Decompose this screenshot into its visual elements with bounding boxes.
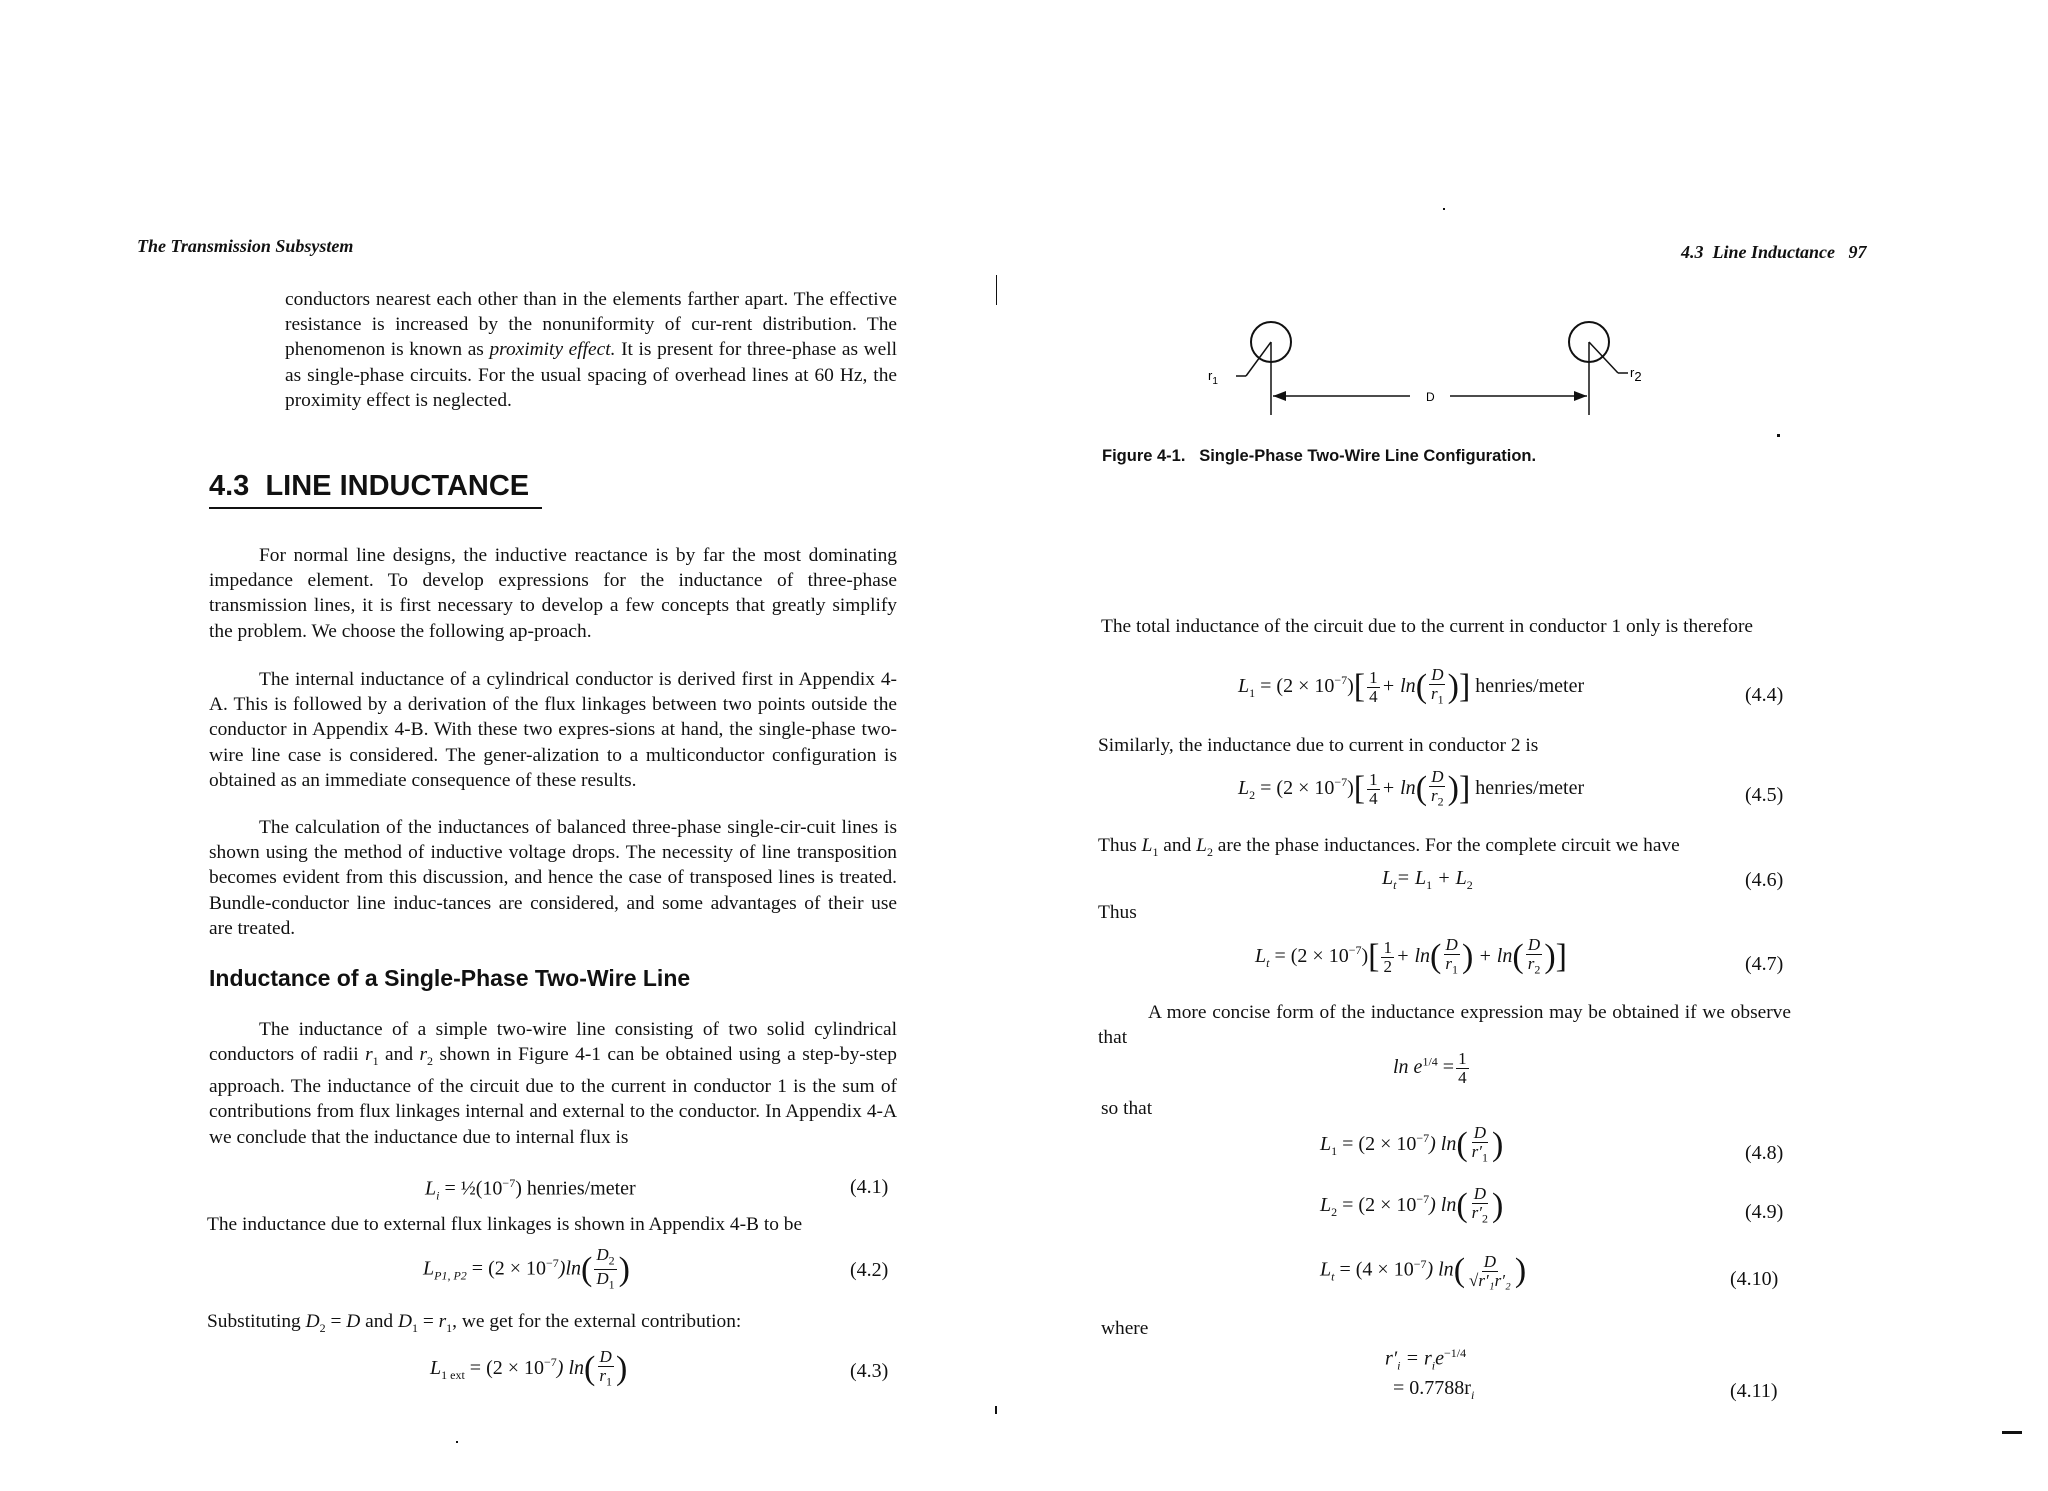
section-underline <box>209 507 542 509</box>
sub: 1 <box>446 1320 453 1335</box>
eq-exp: −7 <box>1416 1131 1430 1146</box>
fraction <box>1429 666 1446 708</box>
radius-1-line <box>1246 342 1271 376</box>
sub: 1 <box>1152 844 1159 859</box>
paren-close: ) <box>618 1250 630 1288</box>
fraction <box>1470 1185 1490 1227</box>
eq-ln: + ln <box>1381 674 1416 697</box>
eq-lhs: L <box>430 1356 442 1379</box>
paren-close: ) <box>1447 668 1459 706</box>
text: and <box>378 1044 420 1066</box>
eq-sub: i <box>1397 1358 1401 1373</box>
equation-4-11-line-1 <box>1385 1346 1466 1374</box>
equation-4-4: $L_1 = (2 \times 10^{-7})$[ $\frac{1}{4}$ + ln( $\frac{D}{r_1}$ )] henries/meter <box>1238 665 1585 707</box>
equation-4-10 <box>1320 1252 1526 1290</box>
eq-rhs: = (4 × 10 <box>1339 1258 1414 1281</box>
equation-number-4-9: (4.9) <box>1745 1201 1784 1223</box>
sub: 2 <box>1206 844 1213 859</box>
eq-rhs: = (2 × 10 <box>1260 776 1335 799</box>
paren-open: ( <box>1512 938 1524 976</box>
eq-exp: −7 <box>546 1255 559 1270</box>
paren-close: ) <box>1447 770 1459 808</box>
eq-rhs: = (2 × 10 <box>1342 1132 1417 1155</box>
eq-sub: 1 <box>1331 1143 1338 1158</box>
var: r <box>438 1311 447 1332</box>
bracket-open: [ <box>1353 770 1366 808</box>
paren-close: ) <box>1544 938 1556 976</box>
eq-lhs: L <box>1255 944 1267 967</box>
figure-caption <box>1102 447 1536 466</box>
equation-4-6 <box>1382 867 1473 893</box>
den: r <box>1431 684 1438 703</box>
head-section: 4.3 <box>1681 242 1704 262</box>
num: D <box>1473 1123 1486 1142</box>
var-r: r <box>365 1044 373 1066</box>
num-sub: 2 <box>608 1253 615 1268</box>
fraction <box>1429 768 1446 810</box>
fraction <box>594 1246 616 1294</box>
paragraph-three-phase: The calculation of the inductances of balanced three-phase single-cir-cuit lines is shown using the method of inductive voltage drops. The necessity of line transposition becomes evident from this discussion, and hence the case of transposed lines is treated. Bundle-conductor line induc-tances are considered, and some advantages of their use are treated. <box>209 817 897 939</box>
num: D <box>1483 1251 1497 1271</box>
eq-rhs: = (2 × 10 <box>1260 674 1335 697</box>
text: Thus <box>1098 835 1142 856</box>
den: 4 <box>1458 1068 1467 1087</box>
den: r <box>599 1366 606 1385</box>
num: D <box>599 1347 612 1366</box>
text: = <box>417 1311 439 1332</box>
gutter-mark <box>996 275 997 305</box>
den: r′ <box>1471 1203 1483 1222</box>
var: D <box>397 1311 412 1332</box>
num: D <box>596 1245 609 1264</box>
equation-4-7: $L_t = (2 \times 10^{-7})$[ $\frac{1}{2}$ + ln( $\frac{D}{r_1}$ ) + ln( $\frac{D}{r_2}$ )] <box>1255 935 1567 977</box>
eq-sub: 2 <box>1466 878 1473 892</box>
eq-sub: t <box>1331 1269 1335 1284</box>
eq-rhs: = ½(10 <box>444 1177 503 1200</box>
den-sub: 1 <box>1437 692 1444 707</box>
caption-label: Figure 4-1. <box>1102 447 1186 465</box>
den-sub: 1 <box>605 1374 612 1389</box>
den: 4 <box>1369 788 1378 808</box>
fraction-quarter <box>1367 669 1380 706</box>
eq-sub: 2 <box>1249 787 1256 802</box>
text: are the phase inductances. For the complete circuit we have <box>1212 835 1680 856</box>
section-title: LINE INDUCTANCE <box>265 470 530 502</box>
den: r′ <box>1471 1142 1483 1161</box>
eq-rhs: = (2 × 10 <box>469 1356 545 1379</box>
text-so-that: so that <box>1101 1098 1153 1119</box>
bracket-open: [ <box>1368 938 1380 976</box>
den-sub: 2 <box>1437 794 1444 809</box>
bracket-close: ] <box>1458 770 1471 808</box>
text-thus-phase <box>1098 833 1798 865</box>
bracket-open: [ <box>1353 668 1366 706</box>
num: 1 <box>1369 769 1378 789</box>
text-total-inductance: The total inductance of the circuit due to the current in conductor 1 only is therefore <box>1101 616 1754 637</box>
text: , we get for the external contribution: <box>452 1311 742 1332</box>
caption-text: Single-Phase Two-Wire Line Configuration. <box>1199 447 1537 465</box>
head-title: Line Inductance <box>1712 242 1836 262</box>
eq-exp: −7 <box>1334 775 1348 790</box>
paragraph-two-wire <box>209 1017 897 1150</box>
eq-rhs: = 0.7788r <box>1393 1377 1471 1399</box>
paren-open: ( <box>1456 1126 1468 1164</box>
equation-4-9 <box>1320 1185 1503 1227</box>
eq-rhs: = (2 × 10 <box>1274 944 1349 967</box>
bracket-close: ] <box>1458 668 1471 706</box>
paragraph-intro: For normal line designs, the inductive reactance is by far the most dominating impedance element. To develop expressions for the inductance of three-phase transmission lines, it is first necessary to develop a few concepts that greatly simplify the problem. We choose the following ap-proach. <box>209 545 897 642</box>
var-r: r <box>419 1044 428 1066</box>
paren-open: ( <box>1453 1252 1466 1289</box>
eq-sub: 1 <box>1249 685 1256 700</box>
sub: 1 <box>411 1320 418 1335</box>
text: Substituting <box>207 1311 306 1332</box>
num: 1 <box>1458 1049 1467 1068</box>
den-sub: 2 <box>1482 1211 1489 1226</box>
paren-close: ) <box>1492 1126 1504 1164</box>
fraction-quarter <box>1367 771 1380 808</box>
speck <box>1777 434 1780 437</box>
para-text-b: It is present for three-phase as well as single-phase circuits. For the usual spacing of overhead lines at 60 Hz, the proximity effect is neglected. <box>285 339 897 411</box>
var: D <box>346 1311 361 1332</box>
label-r1-sub: 1 <box>1212 376 1218 387</box>
fraction <box>1467 1253 1513 1290</box>
text: shown in Figure 4-1 can be obtained using a step-by-step approach. The inductance of the circuit due to the current in conductor 1 is the sum of contributions from flux linkages internal and external to the conductor. In Appendix 4-A we conclude that the inductance due to internal flux is <box>209 1044 897 1148</box>
gutter-mark <box>995 1406 997 1414</box>
label-r2 <box>1630 365 1642 384</box>
sub: 1 <box>372 1054 379 1069</box>
eq-unit: henries/meter <box>1475 674 1585 697</box>
fraction <box>1456 1050 1469 1087</box>
text-thus: Thus <box>1098 902 1137 923</box>
paren-open: ( <box>1430 938 1442 976</box>
eq-sub: i <box>1431 1358 1436 1373</box>
paragraph-proximity-effect <box>285 287 897 413</box>
eq-ln: + ln <box>1478 944 1513 967</box>
eq-rhs: = L <box>1396 867 1427 889</box>
equation-number-4-2: (4.2) <box>850 1259 889 1281</box>
eq-tail: ) henries/meter <box>515 1177 636 1200</box>
eq-ln: ) ln <box>1429 1193 1457 1216</box>
text-where: where <box>1101 1318 1149 1339</box>
bracket-close: ] <box>1555 938 1567 976</box>
num: D <box>1527 935 1541 954</box>
arrowhead-right <box>1574 391 1587 401</box>
right-running-head <box>1681 242 1867 263</box>
equation-4-1 <box>425 1176 636 1204</box>
eq-exp: −1/4 <box>1444 1346 1467 1360</box>
equation-4-3 <box>430 1348 627 1390</box>
text-external-flux: The inductance due to external flux linkages is shown in Appendix 4-B to be <box>207 1214 803 1235</box>
paren-open: ( <box>1456 1187 1468 1225</box>
equation-4-8 <box>1320 1124 1503 1166</box>
eq-ln: + ln <box>1395 944 1431 967</box>
text-concise: A more concise form of the inductance expression may be obtained if we observe that <box>1098 1002 1791 1049</box>
eq-lhs: L <box>1320 1193 1332 1216</box>
eq-exp: −7 <box>1416 1192 1430 1207</box>
eq-exp: −7 <box>1348 943 1362 958</box>
paren-close: ) <box>1492 1187 1504 1225</box>
eq-rhs: = r <box>1405 1347 1432 1370</box>
num: D <box>1445 935 1458 954</box>
num: 1 <box>1383 937 1392 957</box>
equation-4-11-line-2 <box>1393 1377 1474 1403</box>
sub: 2 <box>319 1320 326 1335</box>
para-text-a: conductors nearest each other than in the elements farther apart. The effective resistance is increased by the nonuniformity of cur-rent distribution. The phenomenon is known as <box>285 289 897 361</box>
eq-lhs: L <box>1238 674 1250 697</box>
eq-exp: −7 <box>1334 673 1348 688</box>
den: r <box>1527 954 1535 973</box>
eq-lhs: L <box>1382 867 1394 889</box>
var: L <box>1196 835 1207 856</box>
equation-number-4-10: (4.10) <box>1730 1268 1779 1290</box>
paren-open: ( <box>1415 770 1428 808</box>
paren-close: ) <box>1461 938 1474 976</box>
den: D <box>596 1269 609 1289</box>
equation-ln-identity <box>1393 1050 1471 1087</box>
eq-sub: t <box>1266 955 1270 970</box>
eq-sub: 2 <box>1331 1204 1338 1219</box>
text: The inductance of a simple two-wire line consisting of two solid cylindrical conductors of radii <box>209 1019 897 1066</box>
figure-two-wire-line <box>1200 310 1680 420</box>
sub: 2 <box>427 1054 434 1069</box>
eq-ln: + ln <box>1381 776 1416 799</box>
eq-sub: i <box>436 1188 440 1203</box>
eq-exp: −7 <box>1413 1256 1427 1271</box>
den-sub: 2 <box>1534 962 1541 977</box>
den: 4 <box>1369 686 1378 706</box>
eq-exp: 1/4 <box>1422 1054 1438 1069</box>
equation-number-4-11: (4.11) <box>1730 1380 1778 1402</box>
num: D <box>1473 1184 1486 1203</box>
subsection-heading: Inductance of a Single-Phase Two-Wire Line <box>209 965 691 991</box>
section-heading <box>209 470 529 503</box>
eq-sub: 1 <box>1426 878 1433 892</box>
den: r <box>1445 954 1452 973</box>
eq-sub: t <box>1393 878 1397 892</box>
eq-sub: 1 ext <box>441 1367 465 1382</box>
den-sub: 1 <box>1451 962 1458 977</box>
eq-e: e <box>1435 1347 1445 1370</box>
var: D <box>305 1311 320 1332</box>
paragraph-internal-inductance: The internal inductance of a cylindrical conductor is derived first in Appendix 4-A. This is followed by a derivation of the flux linkages between two points outside the conductor in Appendix 4-B. With these two expres-sions at hand, the single-phase two-wire line case is considered. The gener-alization to a multiconductor configuration is obtained as an immediate consequence of these results. <box>209 669 897 791</box>
eq-ln: ) ln <box>556 1356 585 1379</box>
label-r2-base: r <box>1630 365 1635 380</box>
eq-lhs: L <box>1320 1258 1332 1281</box>
eq-ln: ) ln <box>1429 1132 1457 1155</box>
var: L <box>1141 835 1153 856</box>
eq-lhs: L <box>423 1257 435 1280</box>
edge-mark <box>2002 1431 2022 1434</box>
text: = <box>325 1311 347 1332</box>
equation-number-4-4: (4.4) <box>1745 684 1784 706</box>
eq-plus: + L <box>1432 867 1467 889</box>
equation-4-2 <box>423 1246 630 1294</box>
equation-number-4-3: (4.3) <box>850 1360 889 1382</box>
fraction <box>1526 936 1543 978</box>
paren-open: ( <box>584 1350 596 1388</box>
label-r1 <box>1208 368 1218 387</box>
eq-lhs: L <box>425 1177 437 1200</box>
label-r2-sub: 2 <box>1634 369 1642 384</box>
text-similarly: Similarly, the inductance due to current in conductor 2 is <box>1098 735 1539 756</box>
text: and <box>1158 835 1197 856</box>
fraction <box>1443 936 1460 978</box>
eq-lhs: ln e <box>1393 1056 1423 1079</box>
radius-2-line <box>1589 342 1618 373</box>
eq-ln: )ln <box>558 1257 582 1280</box>
equation-number-4-5: (4.5) <box>1745 784 1784 806</box>
paren-open: ( <box>1415 668 1428 706</box>
num: D <box>1431 767 1444 786</box>
den-sub: 1 <box>1482 1150 1489 1165</box>
den: √r′₁r′₂ <box>1469 1270 1511 1290</box>
den: r <box>1431 786 1438 805</box>
num: D <box>1431 665 1444 684</box>
proximity-effect-term: proximity effect. <box>489 339 616 361</box>
text: and <box>360 1311 398 1332</box>
eq-rhs: = <box>1442 1056 1455 1079</box>
eq-rhs: = (2 × 10 <box>1342 1193 1417 1216</box>
eq-sub: P1, P2 <box>434 1268 467 1283</box>
den-sub: 1 <box>608 1277 615 1292</box>
eq-lhs: r′ <box>1385 1347 1398 1370</box>
equation-number-4-7: (4.7) <box>1745 953 1784 975</box>
eq-exp: −7 <box>502 1176 516 1190</box>
page-number: 97 <box>1848 242 1867 262</box>
speck <box>1443 208 1445 210</box>
eq-rhs: = (2 × 10 <box>471 1257 547 1280</box>
paren-open: ( <box>581 1250 593 1288</box>
paren-close: ) <box>1514 1252 1527 1289</box>
eq-unit: henries/meter <box>1475 776 1585 799</box>
eq-exp: −7 <box>544 1355 557 1370</box>
section-number: 4.3 <box>209 470 250 502</box>
label-distance: D <box>1426 390 1435 404</box>
eq-lhs: L <box>1320 1132 1332 1155</box>
num: 1 <box>1369 667 1378 687</box>
equation-number-4-6: (4.6) <box>1745 869 1784 891</box>
eq-ln: ) ln <box>1426 1258 1454 1281</box>
den: 2 <box>1383 956 1392 976</box>
equation-number-4-8: (4.8) <box>1745 1142 1784 1164</box>
text-substituting <box>207 1309 907 1341</box>
eq-sub: i <box>1470 1388 1475 1402</box>
equation-4-5: $L_2 = (2 \times 10^{-7})$[ $\frac{1}{4}$ + ln( $\frac{D}{r_2}$ )] henries/meter <box>1238 767 1585 809</box>
fraction-half <box>1381 939 1394 976</box>
paren-close: ) <box>615 1350 628 1388</box>
equation-number-4-1: (4.1) <box>850 1176 889 1198</box>
fraction <box>597 1348 614 1390</box>
eq-lhs: L <box>1238 776 1250 799</box>
speck <box>456 1441 458 1443</box>
label-r1-base: r <box>1208 368 1213 383</box>
arrowhead-left <box>1273 391 1286 401</box>
fraction <box>1470 1124 1490 1166</box>
left-running-head: The Transmission Subsystem <box>137 236 354 256</box>
